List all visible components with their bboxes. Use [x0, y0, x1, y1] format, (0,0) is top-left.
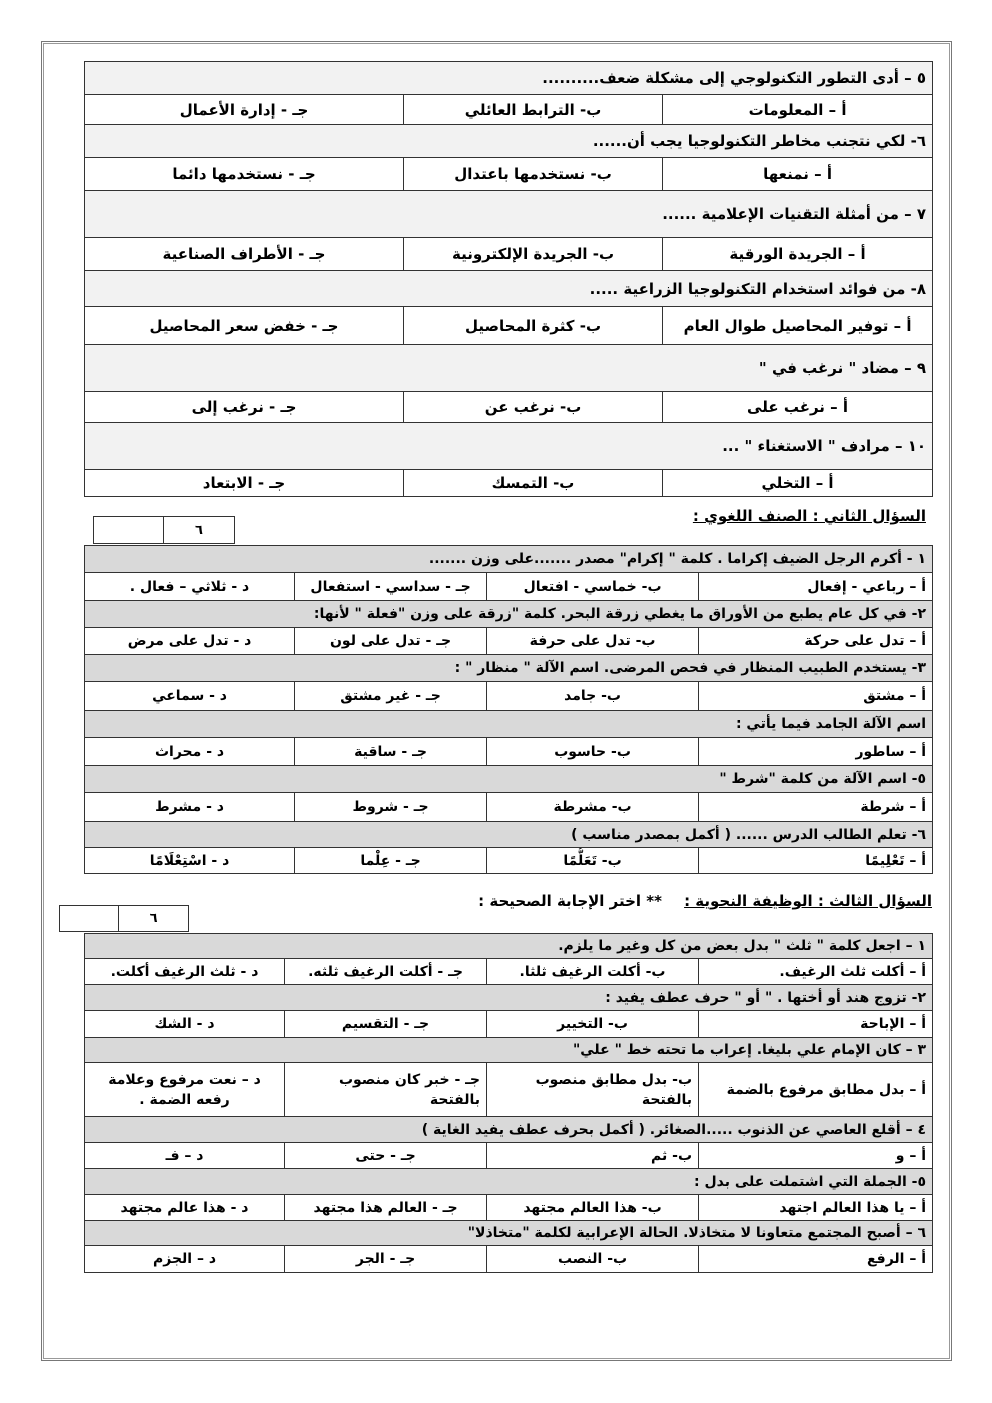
option-c[interactable]: جـ - الأطراف الصناعية: [85, 238, 404, 271]
section-2-table: [84, 545, 933, 874]
option-c[interactable]: جـ - ساقية: [295, 738, 487, 766]
option-b[interactable]: ب- ثم: [487, 1143, 699, 1169]
option-a[interactable]: أ – المعلومات: [663, 95, 933, 125]
option-c[interactable]: جـ - غير مشتق: [295, 682, 487, 711]
question-5: ٥ – أدى التطور التكنولوجي إلى مشكلة ضعف..........: [85, 62, 933, 95]
score-blank: [60, 906, 118, 931]
option-b[interactable]: ب- التمسك: [404, 470, 663, 497]
section-1-table: [84, 61, 933, 497]
option-d[interactable]: د - ثلث الرغيف أكلت.: [85, 959, 285, 985]
option-c[interactable]: جـ - نستخدمها دائما: [85, 158, 404, 191]
option-a[interactable]: أ – توفير المحاصيل طوال العام: [663, 307, 933, 345]
option-b[interactable]: ب- هذا العالم مجتهد: [487, 1195, 699, 1221]
option-d[interactable]: د - الشك: [85, 1011, 285, 1038]
section-3-score-box: [59, 905, 189, 932]
question-7: ٧ – من أمثلة التقنيات الإعلامية ......: [85, 191, 933, 238]
option-c[interactable]: جـ - حتى: [285, 1143, 487, 1169]
option-a[interactable]: أ – الجريدة الورقية: [663, 238, 933, 271]
option-a[interactable]: أ – و: [699, 1143, 933, 1169]
option-c[interactable]: جـ - الابتعاد: [85, 470, 404, 497]
question-5: ٥- الجملة التي اشتملت على بدل :: [85, 1169, 933, 1195]
option-b[interactable]: ب- مشرطة: [487, 793, 699, 822]
option-c[interactable]: جـ - عِلْما: [295, 848, 487, 874]
option-c[interactable]: جـ - خفض سعر المحاصيل: [85, 307, 404, 345]
option-a[interactable]: أ – يا هذا العالم اجتهد: [699, 1195, 933, 1221]
option-a[interactable]: أ – أكلت ثلث الرغيف.: [699, 959, 933, 985]
option-b[interactable]: ب- أكلت الرغيف ثلثا.: [487, 959, 699, 985]
option-b[interactable]: ب- حاسوب: [487, 738, 699, 766]
option-b[interactable]: ب- نرغب عن: [404, 392, 663, 423]
section-3-title: السؤال الثالث : الوظيفة النحوية :: [684, 892, 932, 910]
question-6: ٦- تعلم الطالب الدرس ...... ( أكمل بمصدر مناسب ): [85, 822, 933, 848]
option-c[interactable]: جـ - إدارة الأعمال: [85, 95, 404, 125]
option-c[interactable]: جـ - أكلت الرغيف ثلثه.: [285, 959, 487, 985]
option-c[interactable]: جـ - شروط: [295, 793, 487, 822]
option-d[interactable]: د – نعت مرفوع وعلامة رفعه الضمة .: [85, 1063, 285, 1117]
option-a[interactable]: أ – التخلي: [663, 470, 933, 497]
option-a[interactable]: أ – الإباحة: [699, 1011, 933, 1038]
option-d[interactable]: د - محراث: [85, 738, 295, 766]
option-c[interactable]: جـ - تدل على لون: [295, 628, 487, 655]
option-c[interactable]: جـ - التقسيم: [285, 1011, 487, 1038]
option-d[interactable]: د - مشرط: [85, 793, 295, 822]
option-a[interactable]: أ – نرغب على: [663, 392, 933, 423]
question-9: ٩ – مضاد " نرغب في ": [85, 345, 933, 392]
option-a[interactable]: أ – الرفع: [699, 1246, 933, 1273]
option-b[interactable]: ب- التخيير: [487, 1011, 699, 1038]
section-2-title: السؤال الثاني : الصنف اللغوي :: [692, 507, 926, 525]
option-a[interactable]: أ – رباعي - إفعال: [699, 573, 933, 601]
option-a[interactable]: أ – نمنعها: [663, 158, 933, 191]
section-3-instruction: ** اختر الإجابة الصحيحة :: [478, 892, 662, 910]
section-3-table: [84, 933, 933, 1273]
option-b[interactable]: ب- جامد: [487, 682, 699, 711]
option-d[interactable]: د - سماعي: [85, 682, 295, 711]
option-a[interactable]: أ – مشتق: [699, 682, 933, 711]
question-3: ٣- يستخدم الطبيب المنظار في فحص المرضى. اسم الآلة " منظار " :: [85, 655, 933, 682]
option-d[interactable]: د - هذا عالم مجتهد: [85, 1195, 285, 1221]
option-b[interactable]: ب- بدل مطابق منصوب بالفتحة: [487, 1063, 699, 1117]
option-d[interactable]: د - اسْتِعْلَامًا: [85, 848, 295, 874]
option-b[interactable]: ب- نستخدمها باعتدال: [404, 158, 663, 191]
question-5: ٥- اسم الآلة من كلمة "شرط ": [85, 766, 933, 793]
question-10: ١٠ – مرادف " الاستغناء " ...: [85, 423, 933, 470]
question-8: ٨- من فوائد استخدام التكنولوجيا الزراعية .....: [85, 271, 933, 307]
option-d[interactable]: د – فـ: [85, 1143, 285, 1169]
question-2: ٢- تزوج هند أو أختها . " أو " حرف عطف يفيد :: [85, 985, 933, 1011]
option-b[interactable]: ب- النصب: [487, 1246, 699, 1273]
question-3: ٣ – كان الإمام علي بليغا. إعراب ما تحته خط " علي": [85, 1038, 933, 1063]
question-4: ٤ – أقلع العاصي عن الذنوب .....الصغائر. ( أكمل بحرف عطف يفيد الغاية ): [85, 1117, 933, 1143]
option-b[interactable]: ب- الترابط العائلي: [404, 95, 663, 125]
option-c[interactable]: جـ - سداسي - استفعال: [295, 573, 487, 601]
option-a[interactable]: أ – شرطة: [699, 793, 933, 822]
option-d[interactable]: د - تدل على مرض: [85, 628, 295, 655]
score-blank: [94, 517, 163, 543]
option-b[interactable]: ب- كثرة المحاصيل: [404, 307, 663, 345]
option-d[interactable]: د - ثلاثي – فعال .: [85, 573, 295, 601]
score-value: ٦: [163, 517, 234, 543]
question-6: ٦ – أصبح المجتمع متعاونا لا متخاذلا. الحالة الإعرابية لكلمة "متخاذلا": [85, 1221, 933, 1246]
question-2: ٢- في كل عام يطبع من الأوراق ما يغطي زرقة البحر. كلمة "زرقة على وزن "فعلة " لأنها:: [85, 601, 933, 628]
option-c[interactable]: جـ - خبر كان منصوب بالفتحة: [285, 1063, 487, 1117]
option-d[interactable]: د – الجزم: [85, 1246, 285, 1273]
question-6: ٦- لكي نتجنب مخاطر التكنولوجيا يجب أن......: [85, 125, 933, 158]
score-value: ٦: [118, 906, 188, 931]
option-c[interactable]: جـ - الجر: [285, 1246, 487, 1273]
option-a[interactable]: أ – تدل على حركة: [699, 628, 933, 655]
option-c[interactable]: جـ - نرغب إلى: [85, 392, 404, 423]
question-4: اسم الآلة الجامد فيما يأتي :: [85, 711, 933, 738]
option-b[interactable]: ب- خماسي - افتعال: [487, 573, 699, 601]
option-a[interactable]: أ – بدل مطابق مرفوع بالضمة: [699, 1063, 933, 1117]
option-b[interactable]: ب- تدل على حرفة: [487, 628, 699, 655]
option-a[interactable]: أ – تَعْلِيمًا: [699, 848, 933, 874]
question-1: ١ – اجعل كلمة " ثلث " بدل بعض من كل وغير ما يلزم.: [85, 934, 933, 959]
option-b[interactable]: ب- تَعَلُّمًا: [487, 848, 699, 874]
section-2-score-box: [93, 516, 235, 544]
option-a[interactable]: أ – ساطور: [699, 738, 933, 766]
question-1: ١ - أكرم الرجل الضيف إكراما . كلمة " إكرام" مصدر .......على وزن .......: [85, 546, 933, 573]
option-b[interactable]: ب- الجريدة الإلكترونية: [404, 238, 663, 271]
option-c[interactable]: جـ - العالم هذا مجتهد: [285, 1195, 487, 1221]
